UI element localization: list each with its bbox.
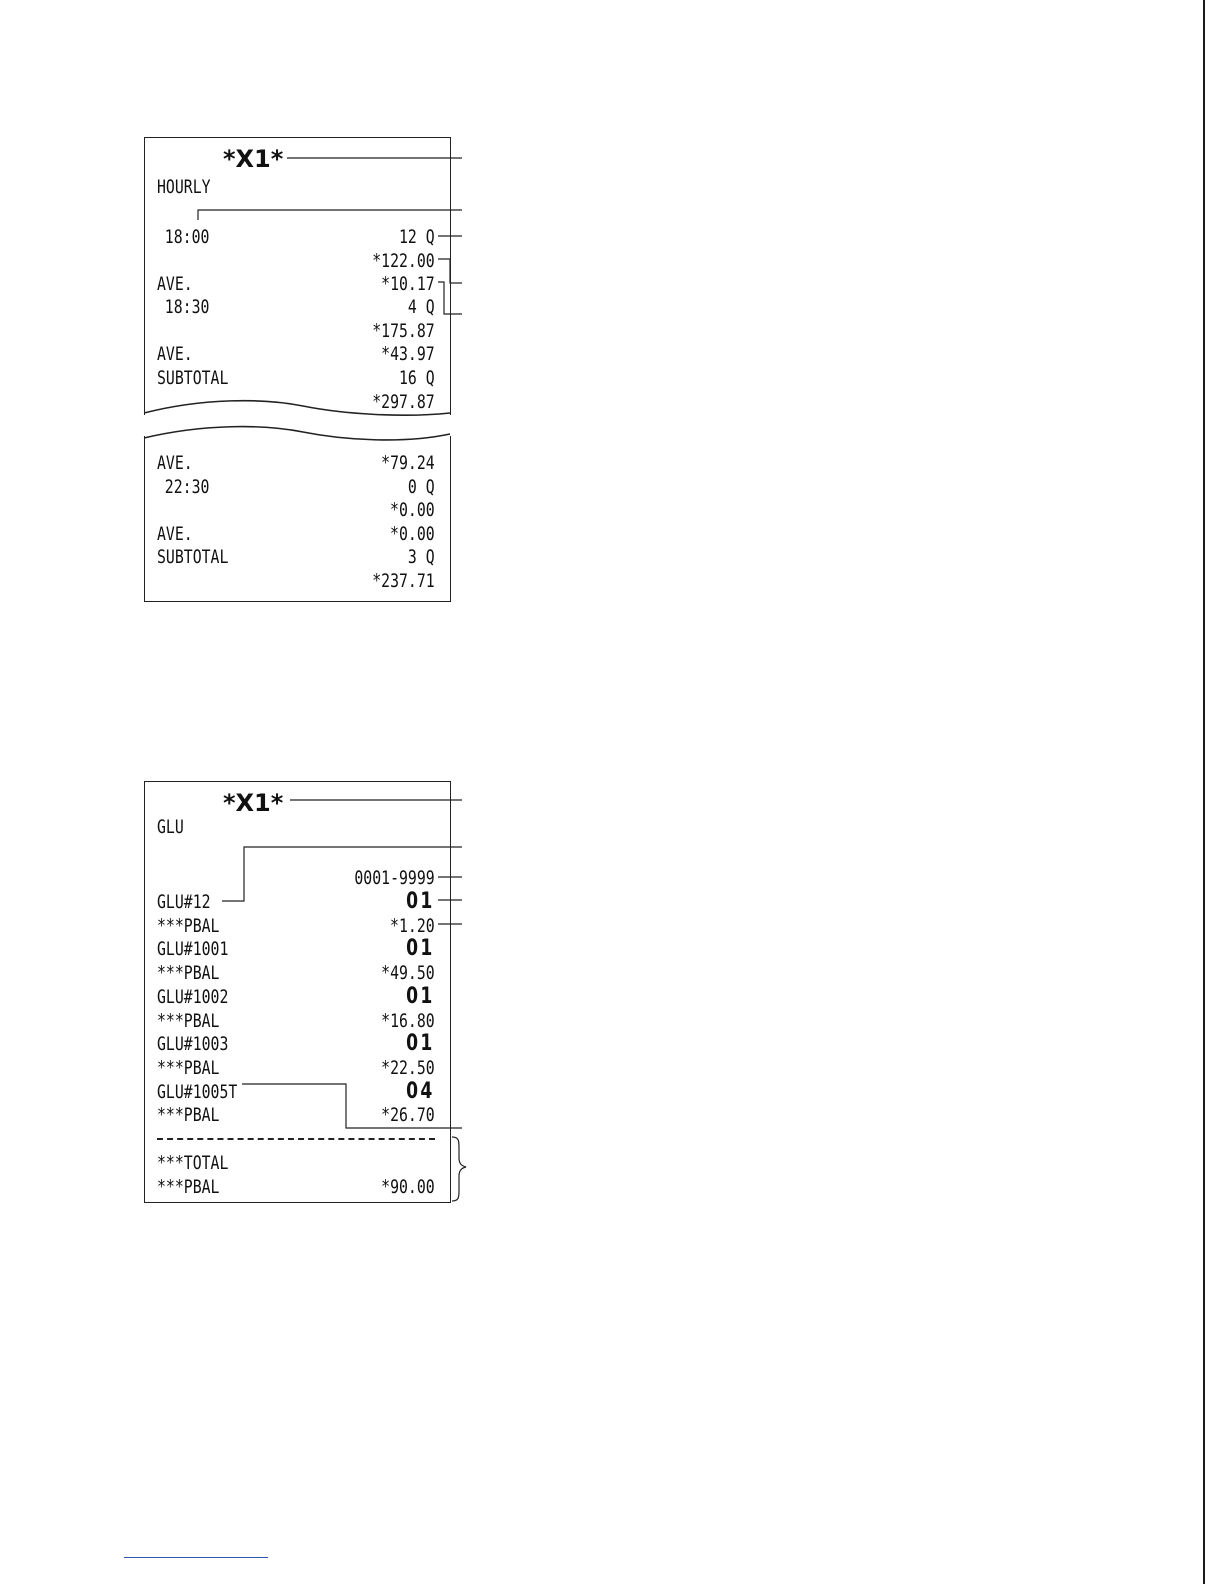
receipt-row: GLU#1003 01 [157, 1031, 435, 1056]
receipt-row: ***PBAL *26.70 [157, 1104, 435, 1126]
receipt-title: GLU [157, 816, 184, 838]
dashed-separator [157, 1138, 435, 1140]
receipt-row: *0.00 [390, 499, 435, 521]
receipt-row: 18:30 4 Q [164, 296, 435, 318]
receipt-row: GLU#1005T 04 [157, 1079, 435, 1104]
total-row: ***TOTAL [157, 1152, 229, 1174]
receipt-row: *237.71 [372, 570, 435, 592]
receipt-row: AVE. *0.00 [157, 523, 435, 545]
receipt-row: *175.87 [372, 320, 435, 342]
receipt-row: *122.00 [372, 250, 435, 272]
hourly-receipt-top [144, 137, 451, 415]
receipt-row: ***PBAL *16.80 [157, 1010, 435, 1032]
receipt-row: AVE. *79.24 [157, 452, 435, 474]
receipt-row: ***PBAL *49.50 [157, 962, 435, 984]
receipt-row: GLU#1001 01 [157, 936, 435, 961]
receipt-row: 18:00 12 Q [164, 226, 435, 248]
receipt-row: AVE. *10.17 [157, 273, 435, 295]
receipt-row: ***PBAL *22.50 [157, 1057, 435, 1079]
glu-receipt [144, 781, 451, 1203]
receipt-row: *297.87 [372, 391, 435, 413]
glu-range-row: 0001-9999 [354, 867, 435, 889]
receipt-row: ***PBAL *1.20 [157, 915, 435, 937]
hourly-receipt-bottom [144, 436, 451, 602]
tear-edge-wave [143, 426, 451, 450]
receipt-mode-header: *X1* [223, 789, 284, 817]
receipt-row: SUBTOTAL 16 Q [157, 367, 435, 389]
receipt-row: 22:30 0 Q [164, 476, 435, 498]
page-edge-line [1203, 0, 1205, 1584]
receipt-title: HOURLY [157, 176, 211, 198]
receipt-row: AVE. *43.97 [157, 343, 435, 365]
receipt-row: GLU#12 01 [157, 889, 435, 914]
tear-edge-wave [143, 400, 451, 424]
receipt-row: GLU#1002 01 [157, 984, 435, 1009]
receipt-mode-header: *X1* [223, 145, 284, 173]
receipt-row: SUBTOTAL 3 Q [157, 546, 435, 568]
footnote-rule [124, 1557, 268, 1558]
total-pbal-row: ***PBAL *90.00 [157, 1176, 435, 1198]
